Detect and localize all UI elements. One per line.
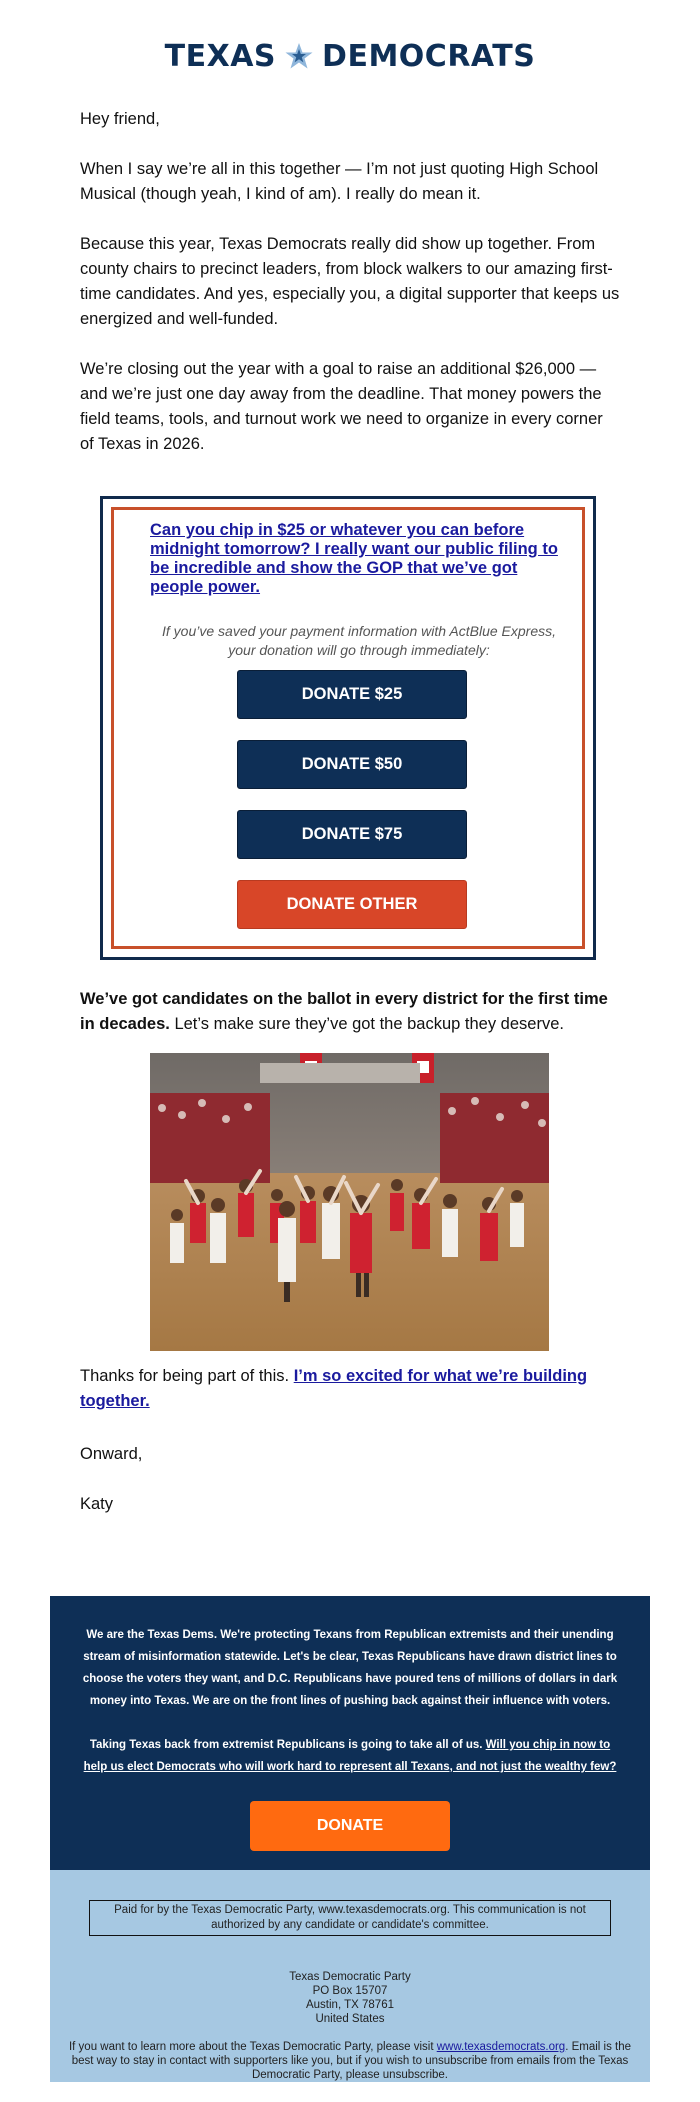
logo-text-texas: TEXAS (164, 38, 277, 74)
unsub-post: . Email is the best way to stay in contact with supporters like you, but if you wish to unsubscribe from emails from the Texas Democratic Party, please unsubscribe. (71, 2041, 632, 2081)
greeting: Hey friend, (80, 110, 160, 128)
donation-ask (150, 521, 570, 597)
paid-for-disclaimer: Paid for by the Texas Democratic Party, www.texasdemocrats.org. This communication is not authorized by any candidate or candidate's committee. (89, 1900, 611, 1936)
footer-about-text: We are the Texas Dems. We're protecting Texans from Republican extremists and their unending stream of misinformation statewide. Let's be clear, Texas Republicans have drawn district lines to choose the voters they want, and D.C. Republicans have poured tens of millions of dollars in dark money into Texas. We are on the front lines of pushing back against their influence with voters. (82, 1629, 618, 1707)
footer-cta-text: Taking Texas back from extremist Republicans is going to take all of us. (89, 1739, 486, 1751)
footer-cta (78, 1734, 622, 1778)
donate-other-button[interactable]: DONATE OTHER (237, 880, 467, 929)
paragraph-5-text: Thanks for being part of this. (80, 1367, 294, 1385)
donate-50-button[interactable]: DONATE $50 (237, 740, 467, 789)
paragraph-3: We’re closing out the year with a goal to raise an additional $26,000 — and we’re just one day away from the deadline. That money powers the field teams, tools, and turnout work we need to organize in every corner of Texas in 2026. (80, 360, 603, 453)
texasdemocrats-link[interactable]: www.texasdemocrats.org (436, 2041, 566, 2053)
unsubscribe-text (62, 2040, 638, 2082)
star-icon (284, 41, 314, 71)
paragraph-1: When I say we’re all in this together — I’m not just quoting High School Musical (though yeah, I kind of am). I really do mean it. (80, 160, 599, 203)
unsub-pre: If you want to learn more about the Texas Democratic Party, please visit (68, 2041, 437, 2053)
logo-text-democrats: DEMOCRATS (322, 38, 536, 74)
footer-legal-section (50, 1870, 650, 2082)
signature: Katy (80, 1495, 114, 1513)
donate-25-button[interactable]: DONATE $25 (237, 670, 467, 719)
donation-box-inner (111, 507, 585, 949)
mailing-address (50, 1970, 650, 2026)
actblue-note: If you’ve saved your payment information with ActBlue Express, your donation will go through immediately: (162, 623, 556, 658)
signoff: Onward, (80, 1445, 143, 1463)
address-name: Texas Democratic Party (289, 1971, 411, 1983)
address-country: United States (315, 2013, 385, 2025)
donation-box (100, 496, 596, 960)
high-school-musical-gif[interactable] (150, 1053, 549, 1351)
footer-about-section (50, 1596, 650, 1870)
footer-cta-link[interactable]: Will you chip in now to help us elect Democrats who will work hard to represent all Texans, and not just the wealthy few? (83, 1739, 617, 1773)
address-box: PO Box 15707 (312, 1985, 388, 1997)
paragraph-4 (80, 987, 620, 1037)
paragraph-4-bold: We’ve got candidates on the ballot in every district for the first time in decades. (80, 990, 608, 1033)
donate-75-button[interactable]: DONATE $75 (237, 810, 467, 859)
footer-donate-button[interactable]: DONATE (250, 1801, 450, 1851)
paragraph-2: Because this year, Texas Democrats really did show up together. From county chairs to precinct leaders, from block walkers to our amazing first-time candidates. And yes, especially you, a digital supporter that keeps us energized and well-funded. (80, 235, 620, 328)
donation-ask-link[interactable]: Can you chip in $25 or whatever you can before midnight tomorrow? I really want our public filing to be incredible and show the GOP that we’ve got people power. (150, 521, 558, 596)
building-together-link[interactable]: I’m so excited for what we’re building together. (80, 1367, 588, 1410)
paragraph-4-rest: Let’s make sure they’ve got the backup they deserve. (169, 1015, 564, 1033)
paragraph-5 (80, 1364, 620, 1414)
address-city: Austin, TX 78761 (305, 1999, 394, 2011)
gym-dance-scene (150, 1053, 549, 1351)
texas-democrats-logo[interactable] (0, 36, 700, 76)
